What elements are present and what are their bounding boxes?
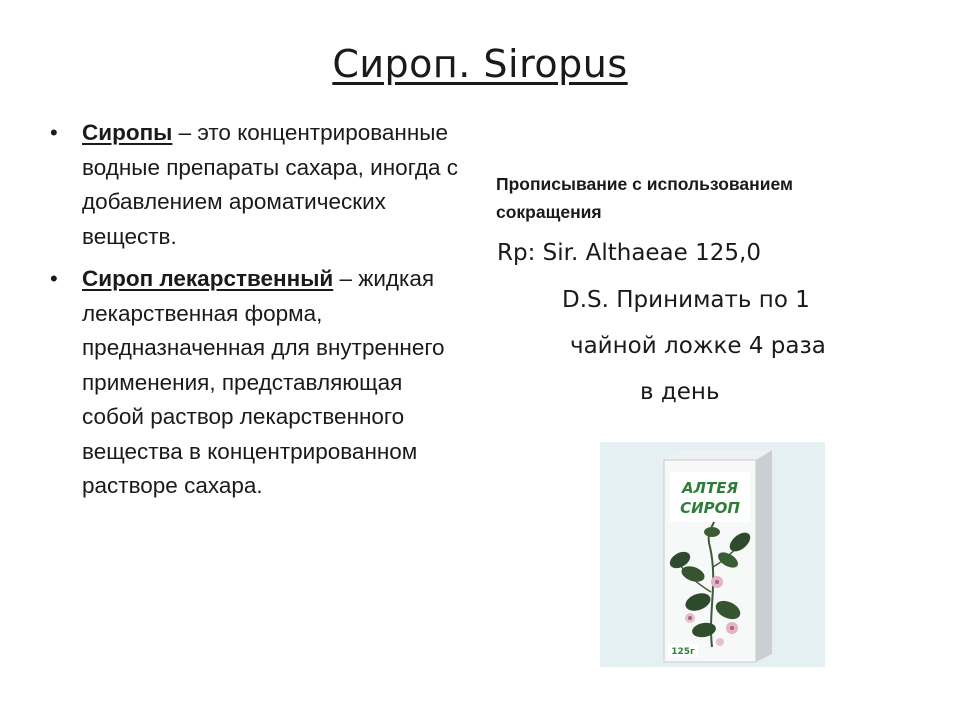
prescription-heading: Прописывание с использованием сокращения	[496, 174, 793, 222]
product-label-type: СИРОП	[680, 499, 740, 517]
prescription-line-dose: чайной ложке 4 раза	[570, 333, 826, 359]
prescription-line-rp: Rp: Sir. Althaeae 125,0	[497, 240, 761, 266]
bullet-text: – жидкая лекарственная форма, предназначенная для внутреннего применения, представляющая собой раствор лекарственного вещества в концентрированном растворе сахара.	[82, 266, 445, 498]
prescription-line-ds: D.S. Принимать по 1	[562, 287, 810, 313]
definition-list	[48, 116, 468, 512]
bullet-medicinal-syrup	[48, 262, 468, 504]
bullet-text: – это концентрированные водные препараты сахара, иногда с добавлением ароматических веществ.	[82, 120, 459, 249]
bullet-syrups	[48, 116, 468, 254]
product-label-name: АЛТЕЯ	[681, 479, 739, 497]
bullet-term: Сироп лекарственный	[82, 266, 334, 291]
bullet-term: Сиропы	[82, 120, 173, 145]
product-volume: 125г	[671, 647, 695, 657]
slide-title: Сироп. Siropus	[332, 42, 628, 86]
syrup-box-image	[600, 442, 825, 667]
product-photo	[600, 442, 825, 667]
bullet-dot: •	[50, 120, 58, 145]
prescription-line-day: в день	[640, 379, 720, 405]
bullet-dot: •	[50, 266, 58, 291]
